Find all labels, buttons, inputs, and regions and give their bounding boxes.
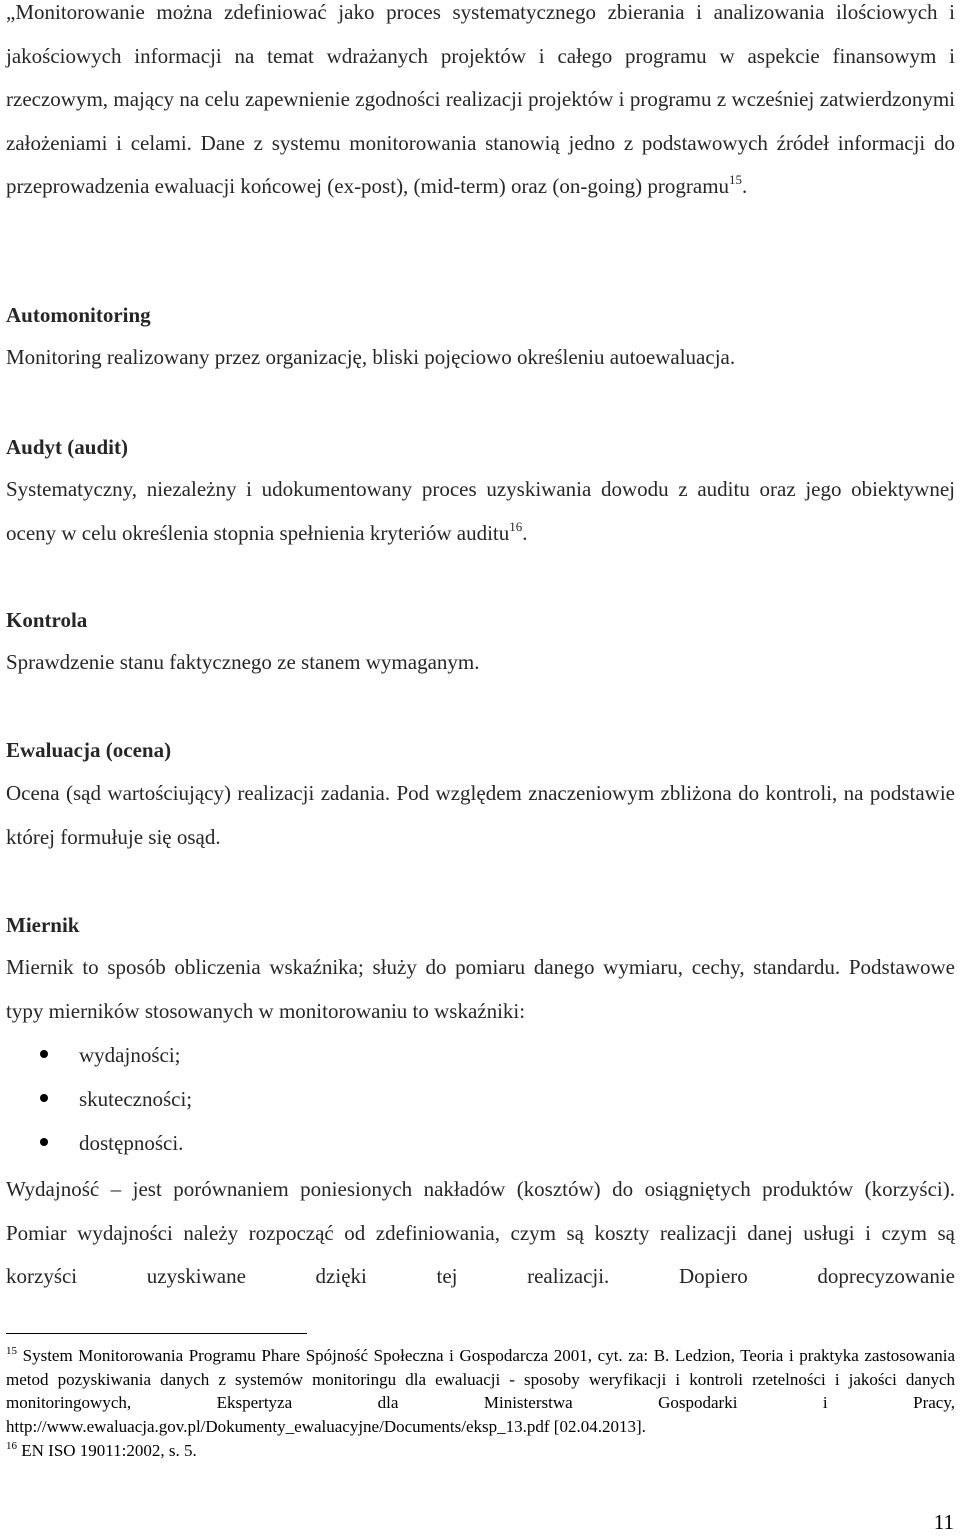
bullet-icon [40,1138,48,1146]
list-item: dostępności. [6,1121,906,1165]
footnote-16: $^{16}$ EN ISO 19011:2002, s. 5. [6,1439,197,1460]
list-item: skuteczności; [6,1077,906,1121]
miernik-bullet-list [6,1033,906,1165]
intro-end: . [742,174,748,198]
automonitoring-text: Monitoring realizowany przez organizację, bliski pojęciowo określeniu autoewaluacja. [6,345,736,369]
heading-ewaluacja: Ewaluacja (ocena) [6,738,172,762]
ewaluacja-text: Ocena (sąd wartościujący) realizacji zadania. Pod względem znaczeniowym zbliżona do kontroli, na podstawie której formułuje się osąd. [6,781,955,849]
bullet-icon [40,1050,48,1058]
bullet-icon [40,1094,48,1102]
kontrola-text: Sprawdzenie stanu faktycznego ze stanem wymaganym. [6,650,480,674]
footnote-ref-15[interactable]: 15 [729,172,743,187]
heading-kontrola: Kontrola [6,608,88,632]
footnote-ref-16[interactable]: 16 [509,518,523,534]
heading-audyt: Audyt (audit) [6,435,128,459]
wydajnosc-text: Wydajność – jest porównaniem poniesionych nakładów (kosztów) do osiągniętych produktów (korzyści). Pomiar wydajności należy rozpocząć od zdefiniowania, czym są koszty realizacji danej usługi i czym są korzyści uzyskiwane dzięki tej realizacji. Dopiero doprecyzowanie [6,1177,955,1288]
page-number: 11 [933,1510,954,1534]
audyt-paragraph [6,468,955,555]
audyt-text: Systematyczny, niezależny i udokumentowany proces uzyskiwania dowodu z auditu oraz jego obiektywnej oceny w celu określenia stopnia spełnienia kryteriów auditu [6,477,955,545]
audyt-end: . [522,520,528,545]
footnotes [6,1344,955,1463]
intro-paragraph [6,0,955,209]
miernik-text: Miernik to sposób obliczenia wskaźnika; służy do pomiaru danego wymiaru, cechy, standardu. Podstawowe typy mierników stosowanych w monitorowaniu to wskaźniki: [6,955,955,1023]
heading-miernik: Miernik [6,913,80,937]
list-item: wydajności; [6,1033,906,1077]
intro-text: „Monitorowanie można zdefiniować jako proces systematycznego zbierania i analizowania ilościowych i jakościowych informacji na temat wdrażanych projektów i całego programu w aspekcie finansowym i rzeczowym, mający na celu zapewnienie zgodności realizacji projektów i programu z wcześniej zatwierdzonymi założeniami i celami. Dane z systemu monitorowania stanowią jedno z podstawowych źródeł informacji do przeprowadzenia ewaluacji końcowej (ex-post), (mid-term) oraz (on-going) programu [6,0,955,198]
heading-automonitoring: Automonitoring [6,303,151,327]
footnote-separator [6,1333,307,1334]
footnote-15: $^{15}$ System Monitorowania Programu Phare Spójność Społeczna i Gospodarcza 2001, cyt. za: B. Ledzion, Teoria i praktyka zastosowania metod pozyskiwania danych z systemów monitoringu dla ewaluacji - sposoby weryfikacji i kontroli rzetelności i jakości danych monitoringowych, Ekspertyza dla Ministerstwa Gospodarki i Pracy, http://www.ewaluacja.gov.pl/Dokumenty_ewaluacyjne/Documents/eksp_13.pdf [02.04.2013]. [6,1345,956,1437]
